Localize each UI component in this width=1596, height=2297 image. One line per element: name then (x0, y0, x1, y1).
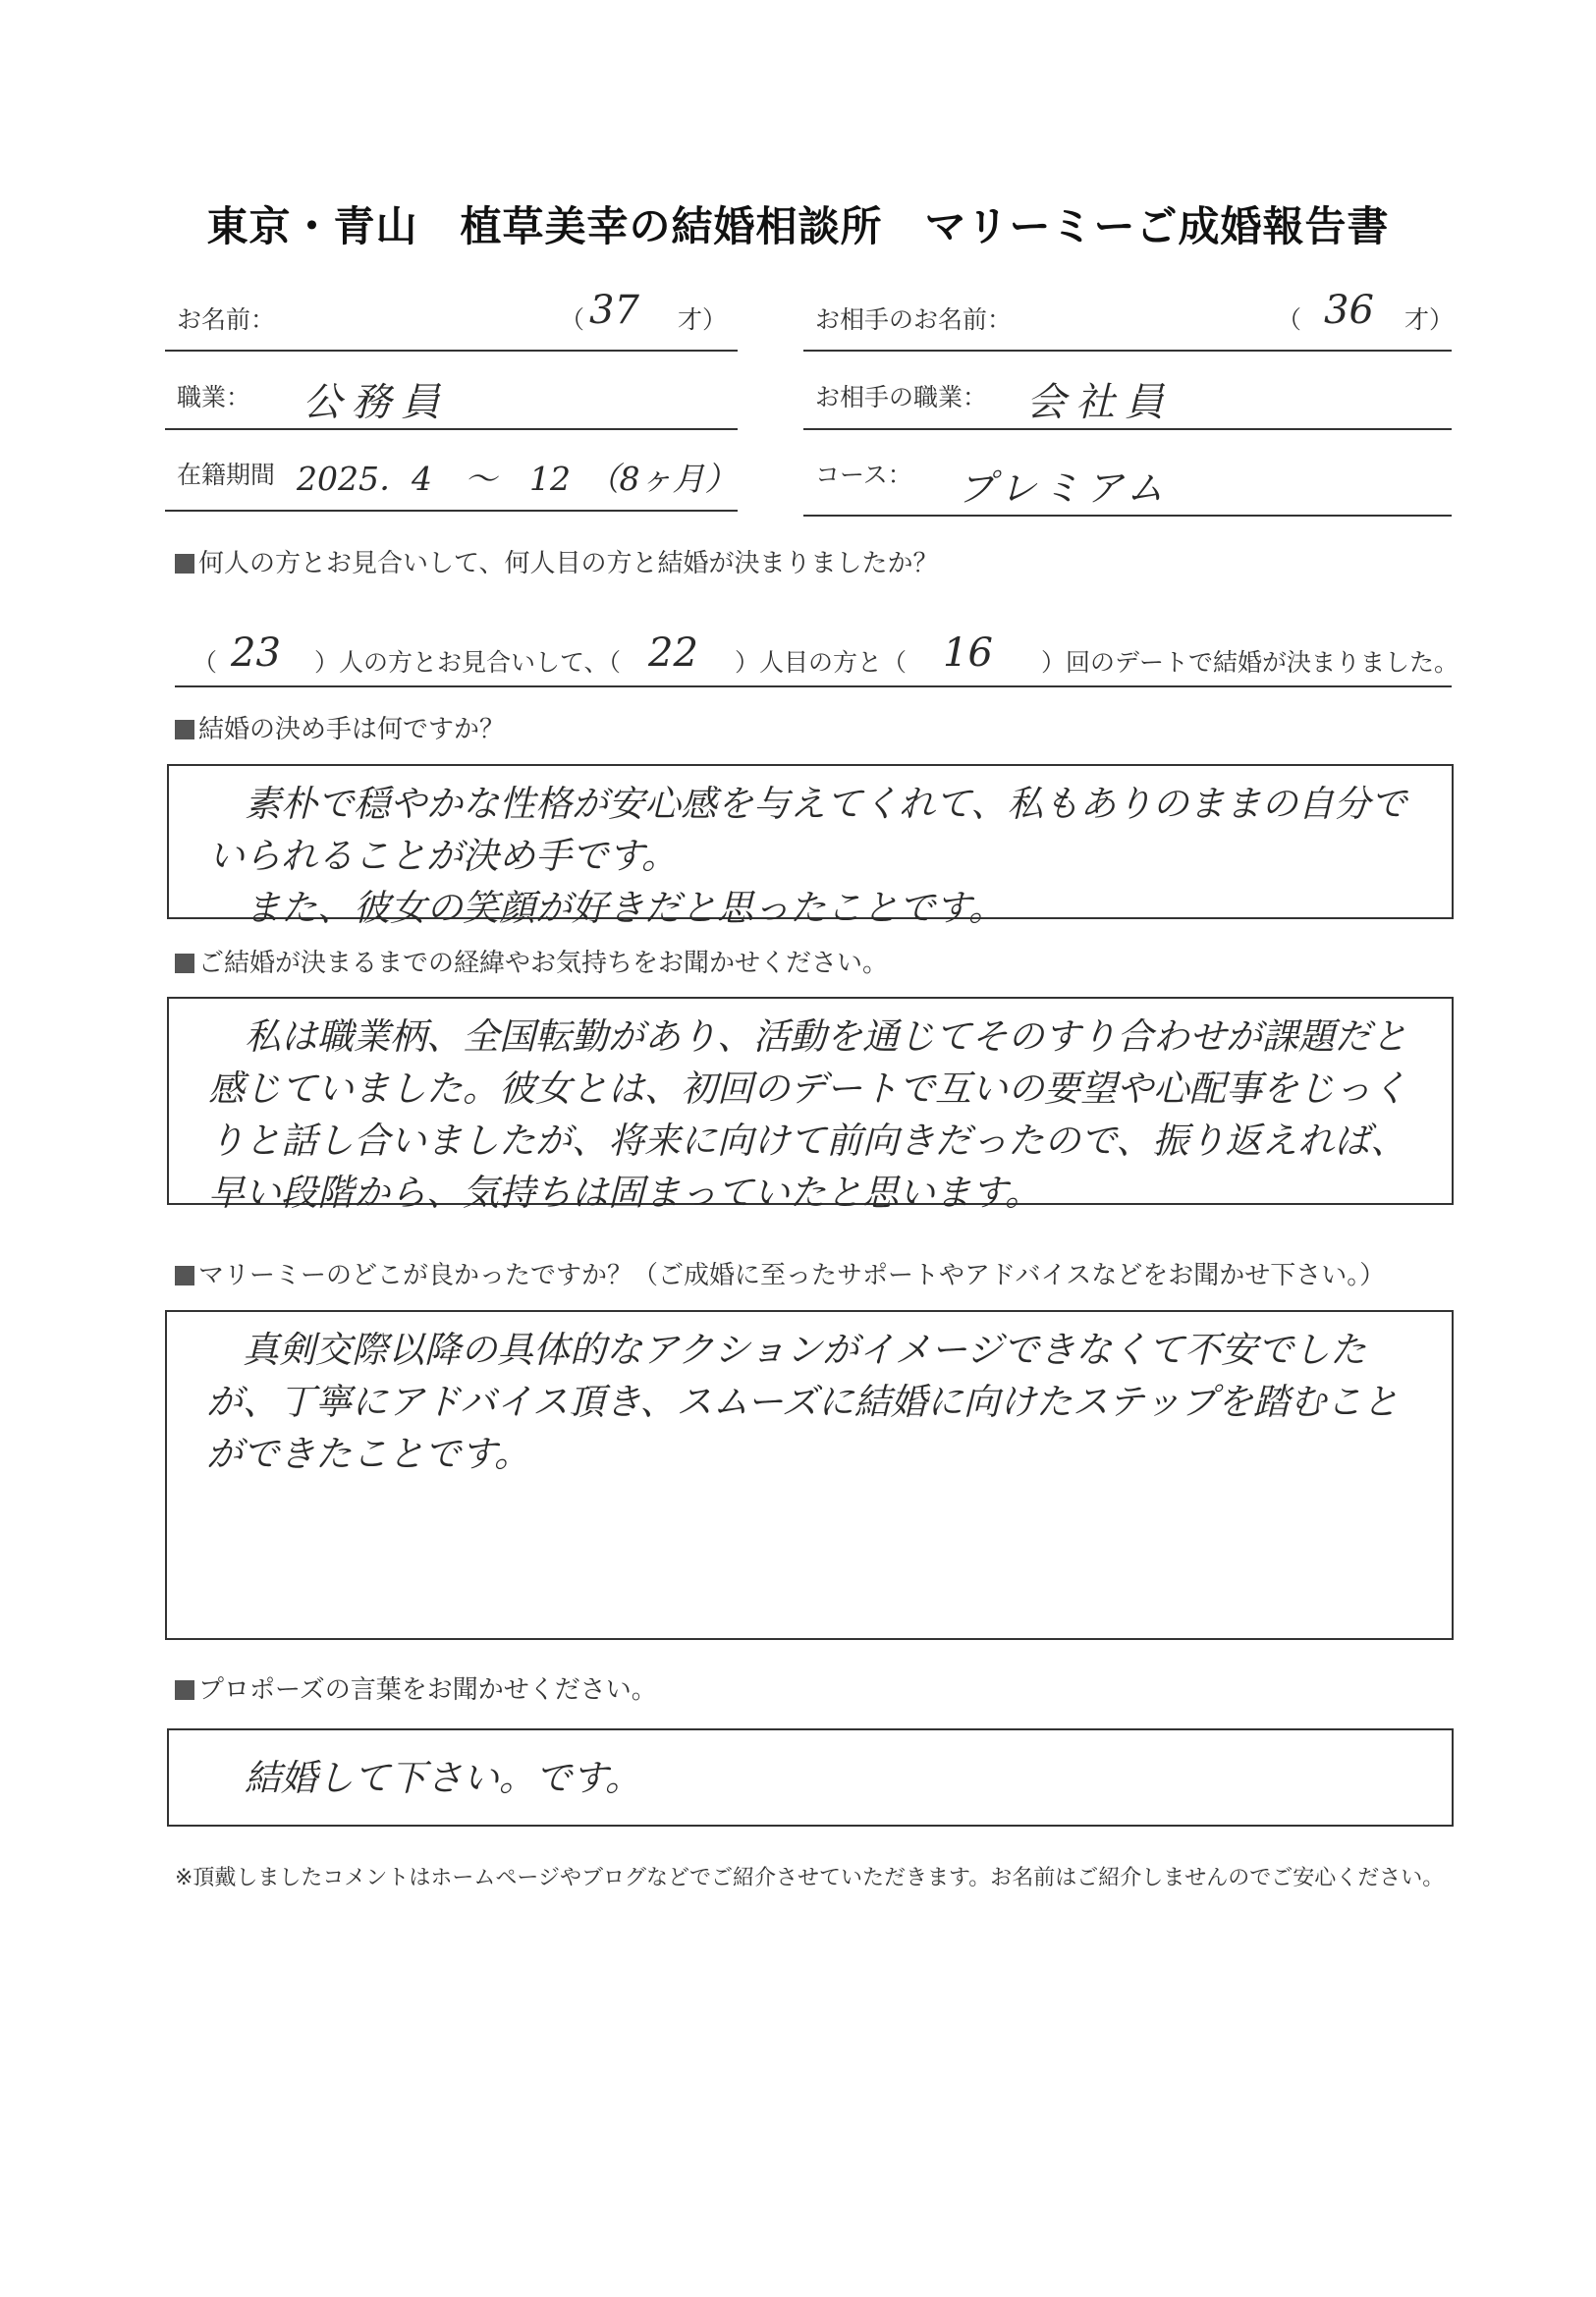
age-unit: 才） (678, 305, 728, 334)
answer-box-2 (167, 764, 1454, 929)
answer-4: 真剣交際以降の具体的なアクションがイメージできなくて不安でしたが、丁寧にアドバイス頂き、スムーズに結婚に向けたステップを踏むことができたことです。 (206, 1329, 1399, 1475)
matchmaking-count: 23 (231, 630, 281, 676)
question-2-text: 結婚の決め手は何ですか？ (198, 715, 506, 744)
course-label: コース： (815, 461, 912, 489)
square-bullet-icon (175, 720, 194, 739)
q1-text-2: ）人目の方と（ (735, 648, 908, 677)
course-value: プレミアム (958, 466, 1170, 510)
answer-box-5 (167, 1728, 1454, 1827)
q1-text-1: ）人の方とお見合いして、（ (314, 648, 622, 677)
square-bullet-icon (175, 954, 194, 973)
partner-age-open: （ (1277, 305, 1302, 334)
partner-name-label: お相手のお名前： (815, 305, 1013, 334)
question-1 (175, 543, 938, 579)
question-5 (175, 1669, 657, 1706)
square-bullet-icon (175, 554, 194, 574)
job-label: 職業： (177, 383, 251, 411)
question-4 (175, 1255, 1385, 1291)
partner-age-value: 36 (1324, 288, 1374, 333)
answer-3: 私は職業柄、全国転勤があり、活動を通じてそのすり合わせが課題だと感じていました。彼女とは、初回のデートで互いの要望や心配事をじっくりと話し合いましたが、将来に向けて前向きだったので、振り返えれば、早い段階から、気持ちは固まっていたと思います。 (208, 1015, 1407, 1214)
square-bullet-icon (175, 1266, 194, 1285)
period-underline (165, 510, 738, 512)
question-5-text: プロポーズの言葉をお聞かせください。 (198, 1675, 657, 1705)
question-2 (175, 709, 505, 745)
name-label: お名前： (177, 305, 276, 334)
partner-job-label: お相手の職業： (815, 383, 988, 411)
answer-5: 結婚して下さい。です。 (208, 1757, 642, 1799)
partner-job-underline (803, 428, 1452, 430)
partner-number: 22 (648, 630, 698, 676)
period-value: 2025．4 ～ 12 （8ヶ月） (297, 460, 738, 498)
question-4-text: マリーミーのどこが良かったですか？（ご成婚に至ったサポートやアドバイスなどをお聞かせ下さい。） (198, 1261, 1386, 1290)
page-title: 東京・青山 植草美幸の結婚相談所 マリーミーご成婚報告書 (206, 202, 1390, 250)
answer-box-3 (167, 997, 1454, 1214)
date-count: 16 (943, 630, 993, 676)
age-value: 37 (589, 288, 639, 333)
square-bullet-icon (175, 1680, 194, 1700)
name-underline (165, 350, 738, 352)
partner-job-value: 会社員 (1026, 380, 1174, 425)
footer-note: ※頂戴しましたコメントはホームページやブログなどでご紹介させていただきます。お名前はご紹介しませんのでご安心ください。 (175, 1866, 1445, 1890)
age-open: （ (560, 305, 585, 334)
partner-age-unit: 才） (1404, 305, 1455, 334)
job-underline (165, 428, 738, 430)
q1-text-3: ）回のデートで結婚が決まりました。 (1041, 648, 1459, 677)
answer-2: 素朴で穏やかな性格が安心感を与えてくれて、私もありのままの自分でいられることが決め手です。 また、彼女の笑顔が好きだと思ったことです。 (208, 783, 1407, 929)
q1-underline (175, 685, 1452, 687)
job-value: 公務員 (303, 380, 450, 425)
question-1-text: 何人の方とお見合いして、何人目の方と結婚が決まりましたか？ (198, 549, 939, 578)
question-3-text: ご結婚が決まるまでの経緯やお気持ちをお聞かせください。 (198, 949, 889, 978)
period-label: 在籍期間 (177, 461, 276, 489)
q1-open: （ (193, 648, 218, 677)
course-underline (803, 515, 1452, 517)
question-3 (175, 943, 888, 979)
partner-name-underline (803, 350, 1452, 352)
answer-box-4 (165, 1310, 1454, 1640)
